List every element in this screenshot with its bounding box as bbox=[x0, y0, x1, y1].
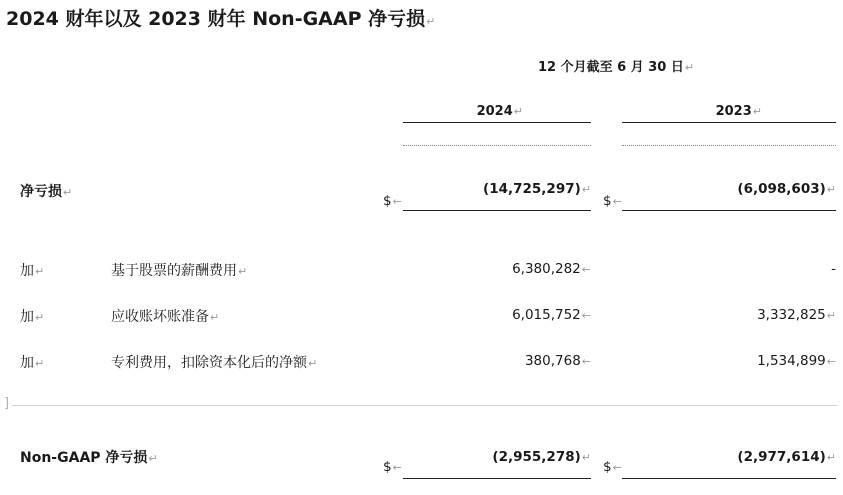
year-2024-underline bbox=[403, 122, 591, 123]
net-loss-2023-underline bbox=[622, 210, 836, 211]
adjustment-value-2023: - bbox=[831, 261, 836, 277]
table-edge-bracket: ] bbox=[4, 396, 10, 411]
year-2023-underline bbox=[622, 122, 836, 123]
year-header-2023: 2023↵ bbox=[715, 104, 762, 119]
dotted-separator-2024 bbox=[403, 145, 591, 146]
currency-symbol: $← bbox=[383, 193, 402, 209]
adjustment-prefix: 加↵ bbox=[20, 263, 45, 279]
non-gaap-net-loss-label: Non-GAAP 净亏损↵ bbox=[20, 450, 158, 466]
page-title: 2024 财年以及 2023 财年 Non-GAAP 净亏损↵ bbox=[6, 8, 436, 30]
adjustment-value-2024: 6,015,752← bbox=[512, 307, 591, 323]
adjustment-prefix: 加↵ bbox=[20, 309, 45, 325]
non-gaap-net-loss-2023: (2,977,614)↵ bbox=[737, 449, 836, 465]
adjustment-prefix: 加↵ bbox=[20, 355, 45, 371]
currency-symbol: $← bbox=[603, 193, 622, 209]
currency-symbol: $← bbox=[603, 459, 622, 475]
net-loss-2023: (6,098,603)↵ bbox=[737, 181, 836, 197]
adjustment-label: 专利费用，扣除资本化后的净额↵ bbox=[111, 355, 318, 371]
adjustment-label: 应收账坏账准备↵ bbox=[111, 309, 220, 325]
section-divider bbox=[12, 405, 837, 406]
period-header: 12 个月截至 6 月 30 日↵ bbox=[538, 60, 695, 75]
net-loss-2024: (14,725,297)↵ bbox=[483, 181, 591, 197]
adjustment-value-2023: 1,534,899← bbox=[757, 353, 836, 369]
dotted-separator-2023 bbox=[622, 145, 836, 146]
net-loss-label: 净亏损↵ bbox=[20, 184, 73, 200]
year-header-2024: 2024↵ bbox=[476, 104, 523, 119]
currency-symbol: $← bbox=[383, 459, 402, 475]
non-gaap-2023-underline bbox=[622, 478, 836, 479]
adjustment-value-2024: 6,380,282← bbox=[512, 261, 591, 277]
net-loss-2024-underline bbox=[403, 210, 591, 211]
adjustment-value-2024: 380,768← bbox=[524, 353, 591, 369]
adjustment-label: 基于股票的薪酬费用↵ bbox=[111, 263, 248, 279]
adjustment-value-2023: 3,332,825↵ bbox=[757, 307, 836, 323]
non-gaap-2024-underline bbox=[403, 478, 591, 479]
non-gaap-net-loss-2024: (2,955,278)↵ bbox=[492, 449, 591, 465]
